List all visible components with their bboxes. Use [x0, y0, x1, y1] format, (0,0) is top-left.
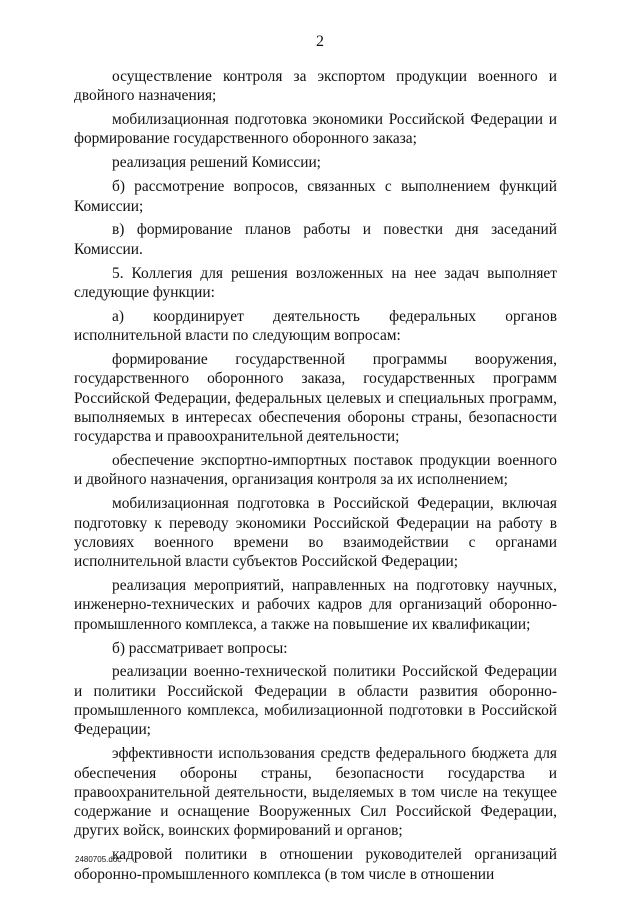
paragraph: обеспечение экспортно-импортных поставок продукции военного и двойного назначения, организация контроля за их исполнением; [74, 452, 557, 489]
paragraph: мобилизационная подготовка экономики Российской Федерации и формирование государственного оборонного заказа; [74, 111, 557, 148]
page-number: 2 [316, 33, 324, 50]
paragraph: б) рассматривает вопросы: [112, 639, 288, 657]
paragraph: реализация мероприятий, направленных на подготовку научных, инженерно-технических и рабочих кадров для организаций оборонно-промышленного комплекса, а также на повышение их квалификации; [74, 577, 557, 633]
document-filename: 2480705.doc [75, 855, 122, 864]
paragraph: кадровой политики в отношении руководителей организаций оборонно-промышленного комплекса (в том числе в отношении [74, 846, 557, 883]
paragraph: реализации военно-технической политики Российской Федерации и политики Российской Федерации в области развития оборонно-промышленного комплекса, мобилизационной подготовки в Российской Федерации; [74, 663, 557, 739]
paragraph: б) рассмотрение вопросов, связанных с выполнением функций Комиссии; [74, 178, 557, 215]
document-body [74, 67, 557, 888]
paragraph: мобилизационная подготовка в Российской Федерации, включая подготовку к переводу экономики Российской Федерации на работу в условиях военного времени во взаимодействии с органами исполнительной власти субъектов Российской Федерации; [74, 495, 557, 571]
paragraph: эффективности использования средств федерального бюджета для обеспечения обороны страны, безопасности государства и правоохранительной деятельности, выделяемых в том числе на текущее содержание и оснащение Вооруженных Сил Российской Федерации, других войск, воинских формирований и органов; [74, 745, 557, 840]
paragraph: в) формирование планов работы и повестки дня заседаний Комиссии. [74, 221, 557, 258]
paragraph: осуществление контроля за экспортом продукции военного и двойного назначения; [74, 68, 557, 105]
paragraph: формирование государственной программы вооружения, государственного оборонного заказа, государственных программ Российской Федерации, федеральных целевых и специальных программ, выполняемых в интересах обеспечения обороны страны, безопасности государства и правоохранительной деятельности; [74, 351, 557, 446]
paragraph: а) координирует деятельность федеральных органов исполнительной власти по следующим вопросам: [74, 307, 557, 345]
paragraph: реализация решений Комиссии; [112, 154, 321, 172]
paragraph: 5. Коллегия для решения возложенных на нее задач выполняет следующие функции: [74, 264, 557, 301]
